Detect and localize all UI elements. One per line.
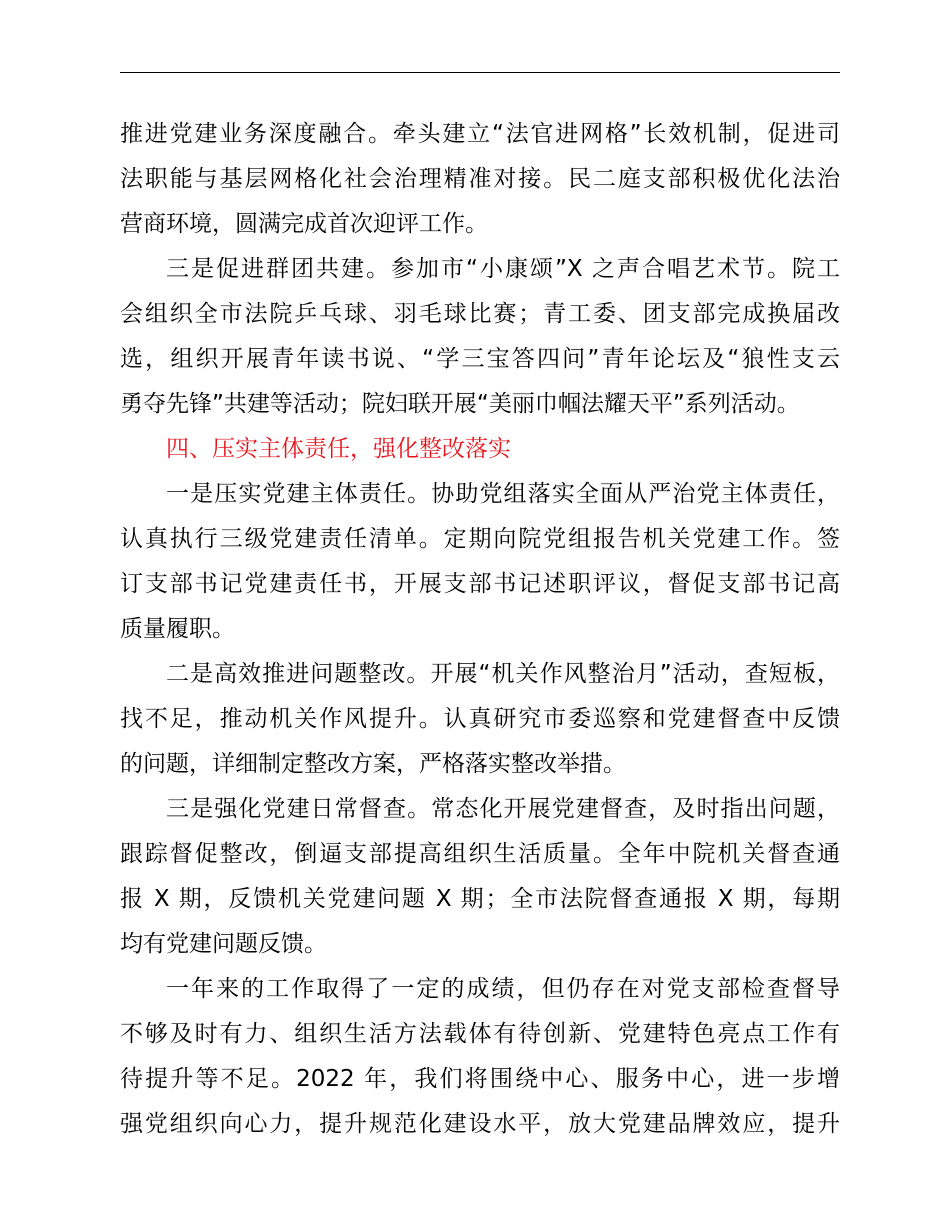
text-line: 订支部书记党建责任书，开展支部书记述职评议，督促支部书记高 (120, 571, 840, 597)
header-rule (120, 72, 840, 73)
section-heading (120, 427, 840, 472)
paragraph (120, 967, 840, 1147)
paragraph (120, 247, 840, 427)
text-line: 会组织全市法院乒乓球、羽毛球比赛；青工委、团支部完成换届改 (120, 301, 840, 327)
text-line: 营商环境，圆满完成首次迎评工作。 (120, 211, 488, 237)
text-line: 强党组织向心力，提升规范化建设水平，放大党建品牌效应，提升 (120, 1111, 840, 1137)
text-line: 三是促进群团共建。参加市“小康颂”X 之声合唱艺术节。院工 (166, 256, 840, 282)
text-line: 找不足，推动机关作风提升。认真研究市委巡察和党建督查中反馈 (120, 706, 840, 732)
text-line: 报 X 期，反馈机关党建问题 X 期；全市法院督查通报 X 期，每期 (120, 886, 840, 912)
text-line: 质量履职。 (120, 616, 235, 642)
text-line: 三是强化党建日常督查。常态化开展党建督查，及时指出问题， (166, 796, 840, 822)
text-line: 跟踪督促整改，倒逼支部提高组织生活质量。全年中院机关督查通 (120, 841, 840, 867)
paragraph (120, 652, 840, 787)
text-line: 推进党建业务深度融合。牵头建立“法官进网格”长效机制，促进司 (120, 121, 840, 147)
paragraph (120, 472, 840, 652)
heading-line: 四、压实主体责任，强化整改落实 (166, 436, 511, 462)
text-line: 选，组织开展青年读书说、“学三宝答四问”青年论坛及“狼性支云 (120, 346, 840, 372)
text-line: 一是压实党建主体责任。协助党组落实全面从严治党主体责任， (166, 481, 840, 507)
paragraph (120, 787, 840, 967)
text-line: 二是高效推进问题整改。开展“机关作风整治月”活动，查短板， (166, 661, 840, 687)
text-line: 待提升等不足。2022 年，我们将围绕中心、服务中心，进一步增 (120, 1066, 840, 1092)
text-line: 法职能与基层网格化社会治理精准对接。民二庭支部积极优化法治 (120, 166, 840, 192)
document-body (120, 112, 840, 1147)
text-line: 均有党建问题反馈。 (120, 931, 327, 957)
paragraph (120, 112, 840, 247)
text-line: 一年来的工作取得了一定的成绩，但仍存在对党支部检查督导 (166, 976, 840, 1002)
text-line: 勇夺先锋”共建等活动；院妇联开展“美丽巾帼法耀天平”系列活动。 (120, 391, 800, 417)
text-line: 的问题，详细制定整改方案，严格落实整改举措。 (120, 751, 626, 777)
text-line: 不够及时有力、组织生活方法载体有待创新、党建特色亮点工作有 (120, 1021, 840, 1047)
text-line: 认真执行三级党建责任清单。定期向院党组报告机关党建工作。签 (120, 526, 840, 552)
